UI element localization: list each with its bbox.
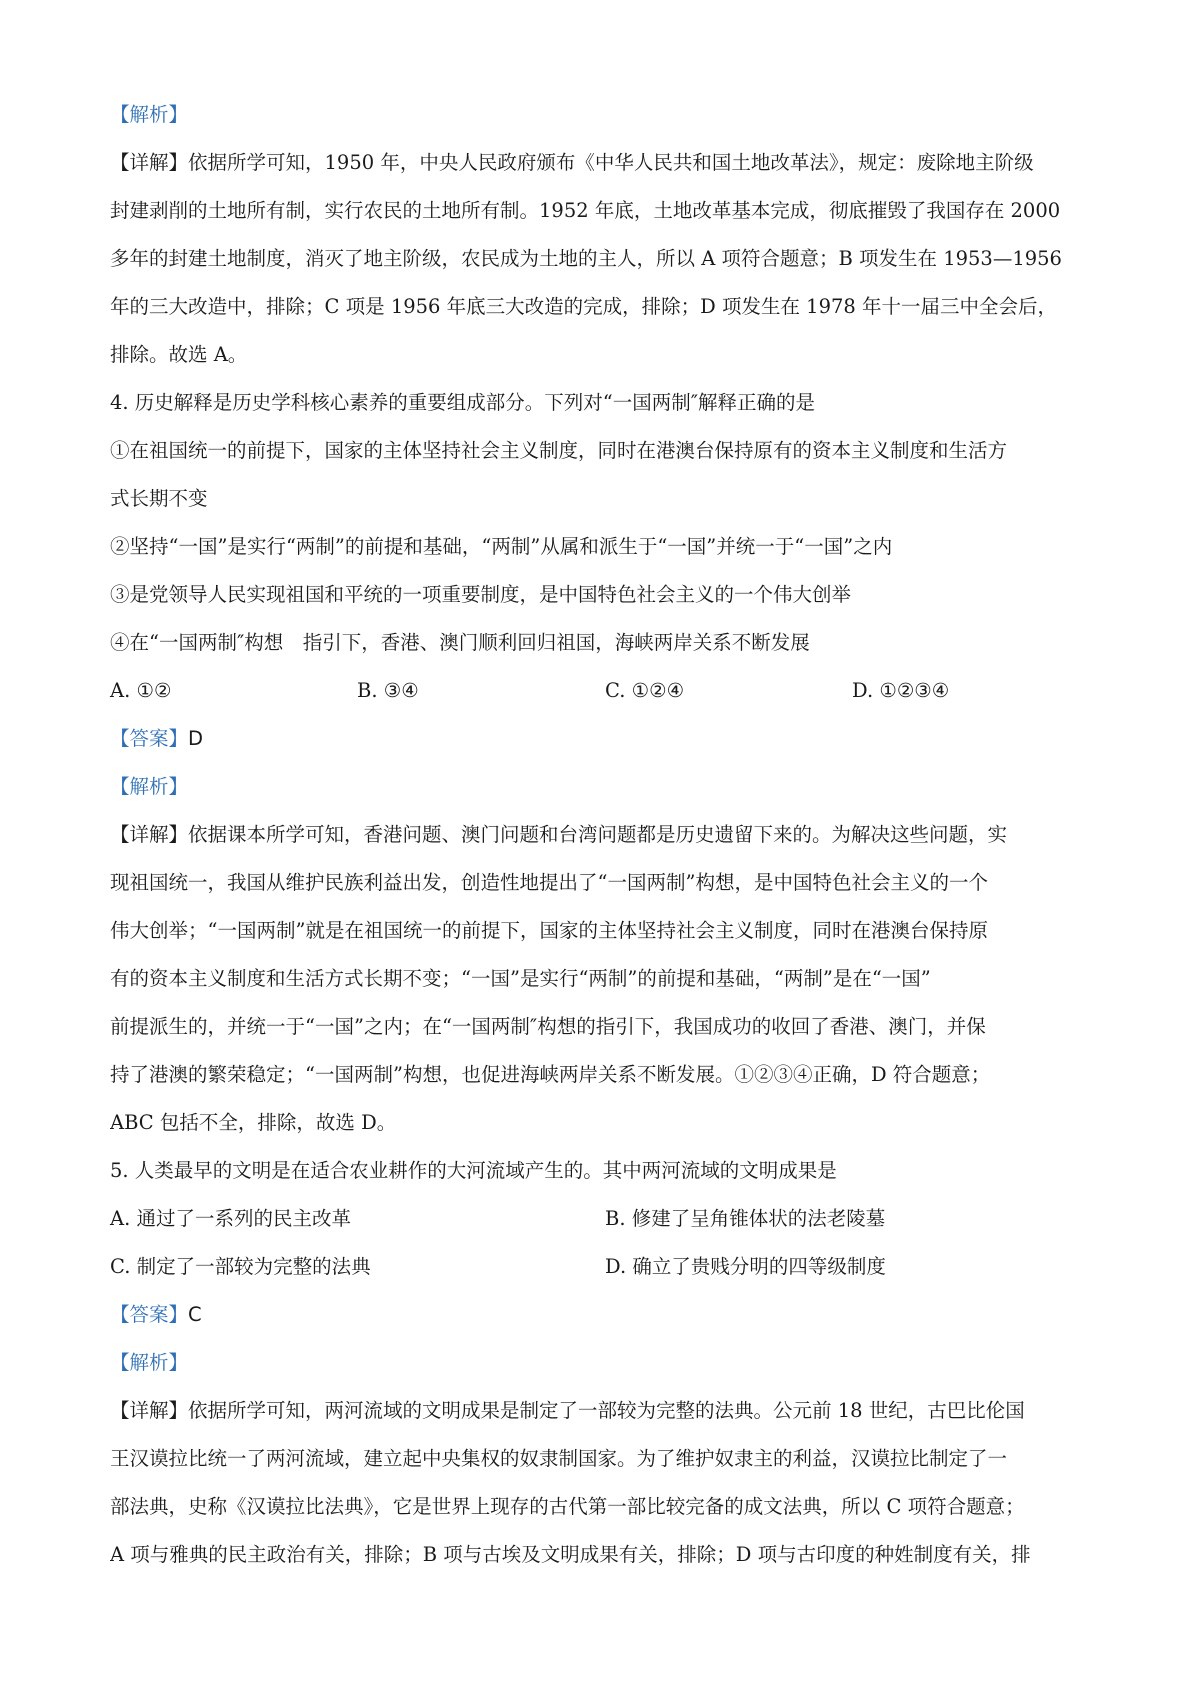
q4-detail-line: ABC 包括不全，排除，故选 D。 [110, 1111, 397, 1134]
q4-analysis-label: 【解析】 [110, 775, 189, 798]
q4-detail-line: 现祖国统一，我国从维护民族利益出发，创造性地提出了“一国两制”构想，是中国特色社会主义的一个 [110, 871, 988, 894]
q3-detail-line: 排除。故选 A。 [110, 343, 248, 366]
q4-option-c: C. ①②④ [605, 679, 685, 702]
q5-detail-line: 【详解】依据所学可知，两河流域的文明成果是制定了一部较为完整的法典。公元前 18 世纪，古巴比伦国 [110, 1399, 1025, 1422]
q4-statement: ④在“一国两制″构想 指引下，香港、澳门顺利回归祖国，海峡两岸关系不断发展 [110, 631, 810, 654]
q5-detail-line: 部法典，史称《汉谟拉比法典》，它是世界上现存的古代第一部比较完备的成文法典，所以 C 项符合题意； [110, 1495, 1025, 1518]
q4-answer-value: D [188, 727, 204, 750]
q4-detail-line: 【详解】依据课本所学可知，香港问题、澳门问题和台湾问题都是历史遗留下来的。为解决这些问题，实 [110, 823, 1008, 846]
q5-answer-label: 【答案】 [110, 1303, 189, 1326]
q5-option-c: C. 制定了一部较为完整的法典 [110, 1255, 371, 1278]
q3-detail-line: 【详解】依据所学可知，1950 年，中央人民政府颁布《中华人民共和国土地改革法》，规定：废除地主阶级 [110, 151, 1034, 174]
q4-answer-label: 【答案】 [110, 727, 189, 750]
q4-detail-line: 前提派生的，并统一于“一国”之内；在“一国两制″构想的指引下，我国成功的收回了香港、澳门，并保 [110, 1015, 986, 1038]
q5-answer [110, 1300, 1100, 1330]
q4-detail-line: 伟大创举；“一国两制”就是在祖国统一的前提下，国家的主体坚持社会主义制度，同时在港澳台保持原 [110, 919, 988, 942]
q3-detail-line: 年的三大改造中，排除；C 项是 1956 年底三大改造的完成，排除；D 项发生在 1978 年十一届三中全会后， [110, 295, 1057, 318]
q5-option-d: D. 确立了贵贱分明的四等级制度 [605, 1255, 886, 1278]
q4-option-a: A. ①② [110, 679, 172, 702]
q5-answer-value: C [188, 1303, 202, 1326]
q4-statement: ②坚持“一国”是实行“两制”的前提和基础，“两制”从属和派生于“一国”并统一于“一国”之内 [110, 535, 893, 558]
q4-statement: ①在祖国统一的前提下，国家的主体坚持社会主义制度，同时在港澳台保持原有的资本主义制度和生活方 [110, 439, 1008, 462]
q4-statement: ③是党领导人民实现祖国和平统的一项重要制度，是中国特色社会主义的一个伟大创举 [110, 583, 852, 606]
q5-question: 5. 人类最早的文明是在适合农业耕作的大河流域产生的。其中两河流域的文明成果是 [110, 1159, 837, 1182]
q5-detail-line: A 项与雅典的民主政治有关，排除；B 项与古埃及文明成果有关，排除；D 项与古印度的种姓制度有关，排 [110, 1543, 1031, 1566]
q4-statement: 式长期不变 [110, 487, 208, 510]
q3-detail-line: 多年的封建土地制度，消灭了地主阶级，农民成为土地的主人，所以 A 项符合题意；B 项发生在 1953—1956 [110, 247, 1062, 270]
q5-detail-line: 王汉谟拉比统一了两河流域，建立起中央集权的奴隶制国家。为了维护奴隶主的利益，汉谟拉比制定了一 [110, 1447, 1008, 1470]
q3-detail-line: 封建剥削的土地所有制，实行农民的土地所有制。1952 年底，土地改革基本完成，彻底摧毁了我国存在 2000 [110, 199, 1061, 222]
q4-answer [110, 724, 1100, 754]
q5-analysis-label: 【解析】 [110, 1351, 189, 1374]
q5-option-a: A. 通过了一系列的民主改革 [110, 1207, 351, 1230]
q4-option-d: D. ①②③④ [852, 679, 950, 702]
q5-option-b: B. 修建了呈角锥体状的法老陵墓 [605, 1207, 886, 1230]
q4-detail-line: 持了港澳的繁荣稳定；“一国两制”构想，也促进海峡两岸关系不断发展。①②③④正确，D 符合题意； [110, 1063, 991, 1086]
q4-question: 4. 历史解释是历史学科核心素养的重要组成部分。下列对“一国两制″解释正确的是 [110, 391, 816, 414]
q3-analysis-label: 【解析】 [110, 103, 189, 126]
q4-detail-line: 有的资本主义制度和生活方式长期不变；“一国”是实行“两制”的前提和基础，“两制”是在“一国” [110, 967, 931, 990]
q4-option-b: B. ③④ [357, 679, 419, 702]
